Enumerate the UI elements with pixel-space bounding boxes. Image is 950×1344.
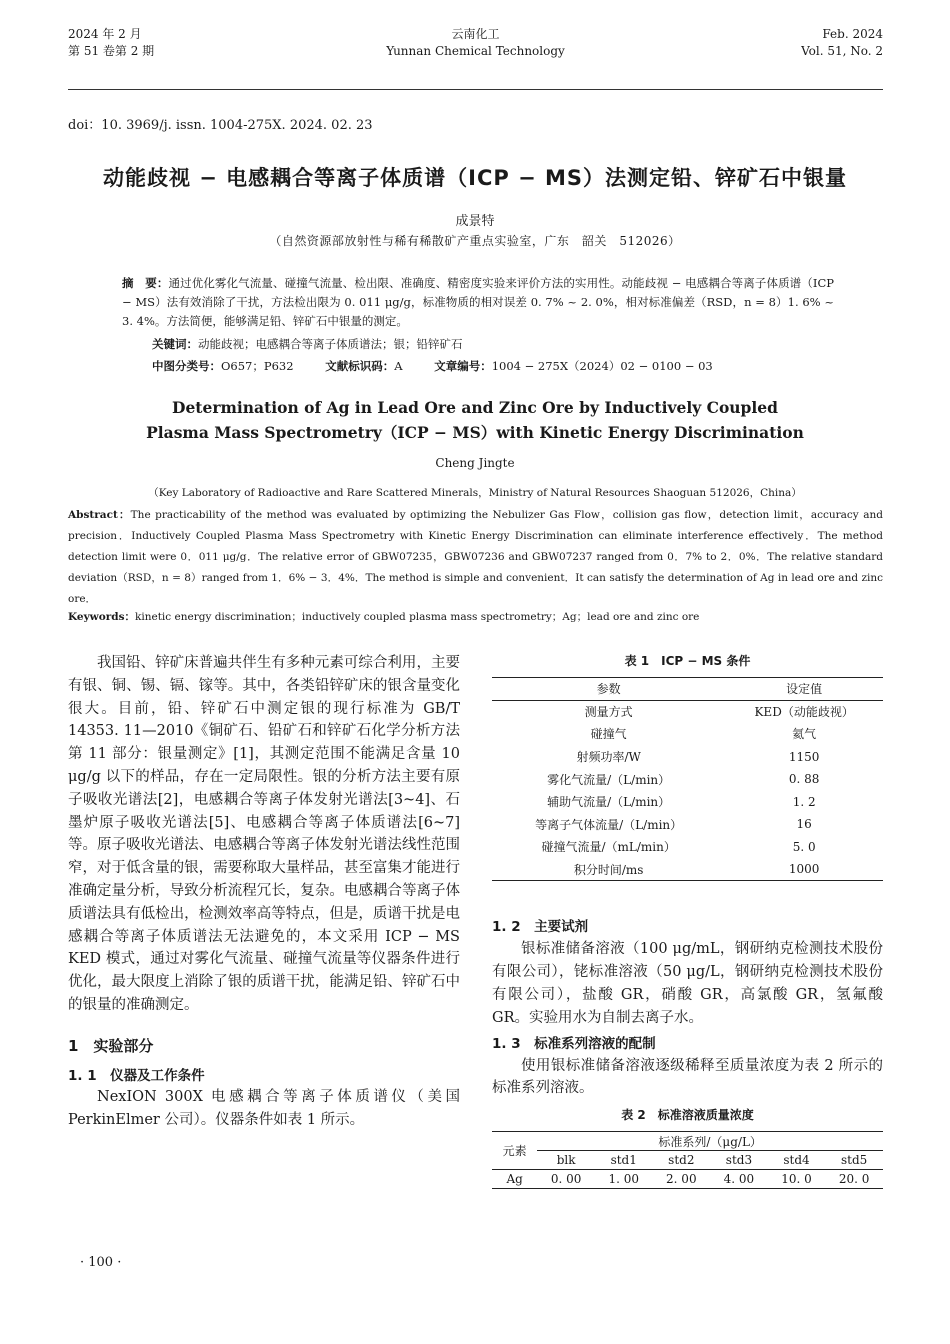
table-cell: 4. 00 [723,1172,755,1187]
header-journal [68,26,883,60]
section-1-1-text: NexION 300X 电感耦合等离子体质谱仪（美国 PerkinElmer 公司）。仪器条件如表 1 所示。 [68,1088,460,1128]
article-number [434,359,713,373]
table-cell: 辅助气流量/（L/min） [547,795,671,810]
author-cn: 成景特 [455,214,495,229]
keywords-en-text: kinetic energy discrimination；inductively coupled plasma mass spectrometry；Ag；lead ore and zinc ore [135,611,700,623]
right-column [492,652,883,1189]
table2-row-header: 元素 [492,1132,537,1170]
header-volume-en: Vol. 51, No. 2 [801,44,883,58]
doc-value: A [394,359,403,373]
table-cell: 5. 0 [792,839,816,854]
clc-label: 中图分类号： [152,359,221,373]
affiliation-cn: （自然资源部放射性与稀有稀散矿产重点实验室，广东 韶关 512026） [269,234,681,248]
running-header [68,26,883,90]
table-row [492,700,883,723]
table2-col-header: blk [556,1153,576,1168]
abstract-cn-label: 摘 要： [122,276,169,290]
table-cell: 雾化气流量/（L/min） [547,772,671,787]
table-cell: 2. 00 [666,1172,697,1187]
table-row [492,768,883,791]
table2-group-row [492,1132,883,1151]
table-row [492,836,883,859]
keywords-cn-label: 关键词： [152,337,198,351]
abstract-en-label: Abstract： [68,509,131,521]
table-cell: 1150 [788,749,820,764]
table-cell: 碰撞气 [590,727,627,742]
table2-col-header: std1 [610,1153,637,1168]
table2 [492,1131,883,1189]
author-en: Cheng Jingte [435,456,515,470]
table-cell: 0. 88 [788,772,820,787]
clc-value: O657；P632 [221,359,294,373]
article-label: 文章编号： [434,359,492,373]
table-cell: 1. 00 [608,1172,639,1187]
title-cn: 动能歧视 − 电感耦合等离子体质谱（ICP − MS）法测定铅、锌矿石中银量 [102,166,848,190]
table2-col-header: std3 [725,1153,753,1168]
section-1-1-heading: 1. 1 仪器及工作条件 [68,1067,205,1084]
section-1-heading: 1 实验部分 [68,1036,154,1055]
section-1-3-heading: 1. 3 标准系列溶液的配制 [492,1035,656,1052]
table2-col-header: std2 [668,1153,695,1168]
table-cell: 等离子气体流量/（L/min） [535,817,683,832]
table-cell: 0. 00 [550,1172,582,1187]
table-cell: 射频功率/W [576,750,641,765]
affiliation-en: （Key Laboratory of Radioactive and Rare Scattered Minerals，Ministry of Natural Resources Shaoguan 512026，China） [148,487,802,499]
keywords-en [68,609,699,624]
table-cell: 10. 0 [781,1172,812,1187]
table-cell: 碰撞气流量/（mL/min） [541,840,676,855]
keywords-cn [152,336,463,352]
table1-header-param: 参数 [596,682,621,697]
journal-name-en: Yunnan Chemical Technology [386,44,565,58]
title-en-line1: Determination of Ag in Lead Ore and Zinc Ore by Inductively Coupled [172,398,778,417]
section-1-3-text: 使用银标准储备溶液逐级稀释至质量浓度为表 2 所示的标准系列溶液。 [492,1057,883,1097]
table-cell: 1. 2 [792,794,816,809]
keywords-cn-text: 动能歧视；电感耦合等离子体质谱法；银；铅锌矿石 [198,337,463,351]
table1 [492,677,883,881]
doi: doi：10. 3969/j. issn. 1004-275X. 2024. 02. 23 [68,118,373,133]
table-row [492,858,883,881]
table2-row-label: Ag [506,1172,523,1187]
left-column [68,652,460,1131]
journal-name-cn: 云南化工 [451,27,500,41]
table-cell: KED（动能歧视） [754,705,854,720]
header-date-en: Feb. 2024 [822,27,883,41]
article-value: 1004 − 275X（2024）02 − 0100 − 03 [491,359,713,373]
clc-number [152,359,294,373]
table-cell: 20. 0 [838,1172,870,1187]
table2-caption: 表 2 标准溶液质量浓度 [621,1108,754,1123]
table-row [492,790,883,813]
table1-header-value: 设定值 [786,682,823,697]
table-cell: 积分时间/ms [573,862,644,877]
table-row [492,813,883,836]
keywords-en-label: Keywords： [68,611,136,623]
table-cell: 1000 [788,862,820,877]
section-1-2-heading: 1. 2 主要试剂 [492,919,589,936]
table-cell: 测量方式 [584,705,633,720]
doc-code [325,359,402,373]
table1-caption: 表 1 ICP − MS 条件 [624,654,751,668]
header-volume-cn: 第 51 卷第 2 期 [68,44,155,58]
table2-col-header: std5 [841,1153,868,1168]
doc-label: 文献标识码： [325,359,395,373]
intro-paragraph: 我国铅、锌矿床普遍共伴生有多种元素可综合利用，主要有银、铜、锡、镉、镓等。其中，各类铅锌矿床的银含量变化很大。目前，铅、锌矿石中测定银的现行标准为 GB/T 14353. 11—2010《铜矿石、铅矿石和锌矿石化学分析方法 第 11 部分：银量测定》[1]，其测定范围不能满足含量 10 μg/g 以下的样品，存在一定局限性。银的分析方法主要有原子吸收光谱法[2]，电感耦合等离子体发射光谱法[3~4]、石墨炉原子吸收光谱法[5]、电感耦合等离子体质谱法[6~7]等。原子吸收光谱法、电感耦合等离子体发射光谱法线性范围窄，对于低含量的银，需要称取大量样品，甚至富集才能进行准确定量分析，导致分析流程冗长，复杂。电感耦合等离子体质谱法具有低检出，检测效率高等特点，但是，质谱干扰是电感耦合等离子体质谱法无法避免的，本文采用 ICP − MS KED 模式，通过对雾化气流量、碰撞气流量等仪器条件进行优化，最大限度上消除了银的质谱干扰，能满足铅、锌矿石中的银量的准确测定。 [68,655,460,1013]
title-en-line2: Plasma Mass Spectrometry（ICP − MS）with Kinetic Energy Discrimination [146,423,804,442]
section-1-2-text: 银标准储备溶液（100 μg/mL，钢研纳克检测技术股份有限公司），铑标准溶液（50 μg/L，钢研纳克检测技术股份有限公司），盐酸 GR，硝酸 GR，高氯酸 GR，氢氟酸 GR。实验用水为自制去离子水。 [492,941,883,1026]
abstract-cn [122,274,834,331]
header-issue-en [801,26,883,60]
table-row [492,745,883,768]
table2-column-row [492,1151,883,1170]
title-en [0,395,950,445]
table1-header-row [492,678,883,701]
table-cell: 16 [796,817,812,832]
table-row [492,1170,883,1189]
table2-col-header: std4 [783,1153,810,1168]
table-cell: 氦气 [792,727,817,742]
classification-line [152,358,741,374]
table-row [492,723,883,746]
abstract-en-text: The practicability of the method was evaluated by optimizing the Nebulizer Gas Flow，collision gas flow，detection limit，accuracy and precision．Inductively Coupled Plasma Mass Spectrometry with Kinetic Energy Discrimination can eliminate interference effectively．The method detection limit were 0．011 μg/g．The relative error of GBW07235，GBW07236 and GBW07237 ranged from 0．7% to 2．0%．The relative standard deviation（RSD，n = 8）ranged from 1．6% − 3．4%．The method is simple and convenient．It can satisfy the determination of Ag in lead ore and zinc ore． [68,509,883,605]
header-date-cn: 2024 年 2 月 [68,27,142,41]
abstract-en [68,505,883,610]
table2-group-header: 标准系列/（μg/L） [537,1132,883,1151]
abstract-cn-text: 通过优化雾化气流量、碰撞气流量、检出限、准确度、精密度实验来评价方法的实用性。动能歧视 − 电感耦合等离子体质谱（ICP − MS）法有效消除了干扰，方法检出限为 0. 011 μg/g，标准物质的相对误差 0. 7% ~ 2. 0%，相对标准偏差（RSD，n = 8）1. 6% ~ 3. 4%。方法简便，能够满足铅、锌矿石中银量的测定。 [122,276,834,328]
page-number: · 100 · [80,1255,122,1270]
